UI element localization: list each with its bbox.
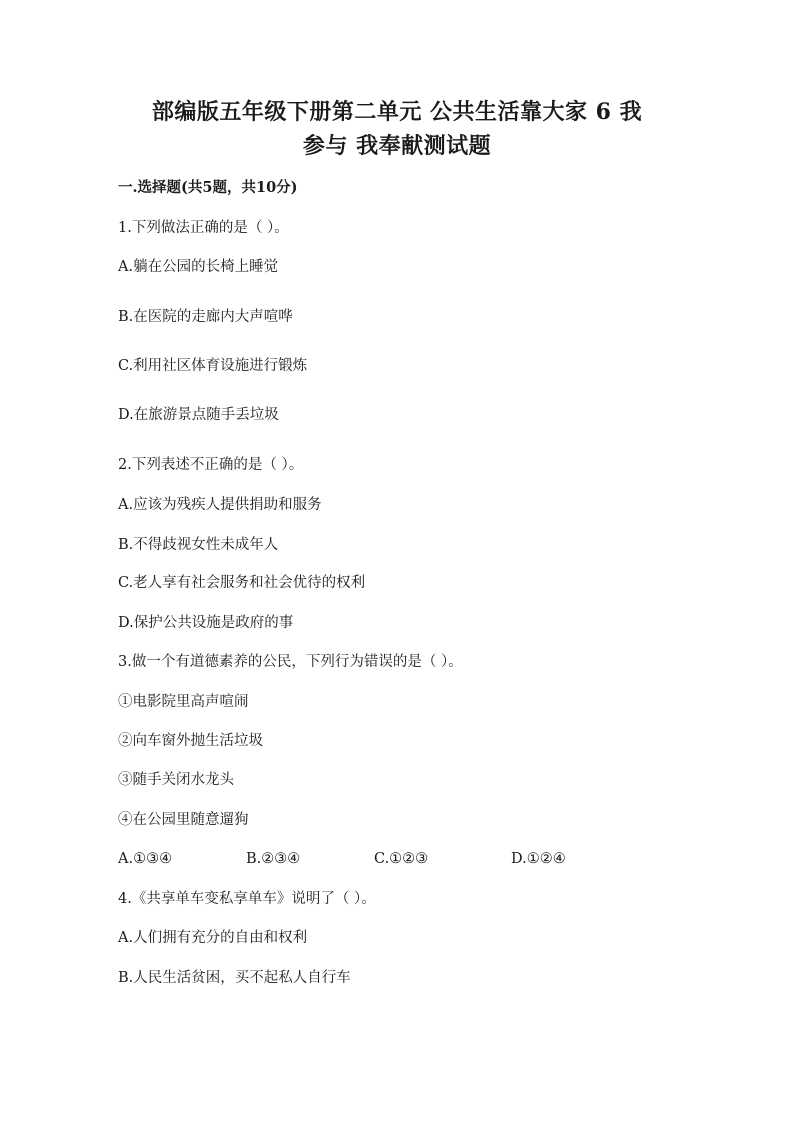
- page-title-line-1: 部编版五年级下册第二单元 公共生活靠大家 6 我: [151, 99, 643, 125]
- question-4-option-a: A.人们拥有充分的自由和权利: [118, 930, 308, 946]
- question-3-item-1: ①电影院里高声喧闹: [118, 694, 249, 710]
- question-2-stem: 2.下列表述不正确的是（ ）。: [118, 457, 304, 473]
- question-1-option-b: B.在医院的走廊内大声喧哗: [118, 309, 293, 325]
- question-2-option-d: D.保护公共设施是政府的事: [118, 615, 294, 631]
- question-2-option-a: A.应该为残疾人提供捐助和服务: [118, 497, 322, 513]
- question-1-stem: 1.下列做法正确的是（ ）。: [118, 220, 289, 236]
- question-2-option-b: B.不得歧视女性未成年人: [118, 537, 279, 553]
- question-3-option-b: B.②③④: [246, 851, 301, 867]
- question-1-option-a: A.躺在公园的长椅上睡觉: [118, 259, 279, 275]
- question-3-item-4: ④在公园里随意遛狗: [118, 812, 249, 828]
- question-1-option-c: C.利用社区体育设施进行锻炼: [118, 358, 308, 374]
- question-1-option-d: D.在旅游景点随手丢垃圾: [118, 407, 279, 423]
- question-4-stem: 4.《共享单车变私享单车》说明了（ ）。: [118, 891, 376, 907]
- question-3-option-d: D.①②④: [511, 851, 566, 867]
- question-3-option-a: A.①③④: [118, 851, 173, 867]
- question-2-option-c: C.老人享有社会服务和社会优待的权利: [118, 575, 366, 591]
- question-4-option-b: B.人民生活贫困，买不起私人自行车: [118, 970, 351, 986]
- section-heading: 一.选择题(共5题，共10分): [118, 179, 298, 196]
- page-title-line-2: 参与 我奉献测试题: [302, 133, 492, 159]
- question-3-stem: 3.做一个有道德素养的公民，下列行为错误的是（ ）。: [118, 654, 463, 670]
- question-3-item-3: ③随手关闭水龙头: [118, 772, 234, 788]
- question-3-item-2: ②向车窗外抛生活垃圾: [118, 733, 263, 749]
- question-3-option-c: C.①②③: [374, 851, 429, 867]
